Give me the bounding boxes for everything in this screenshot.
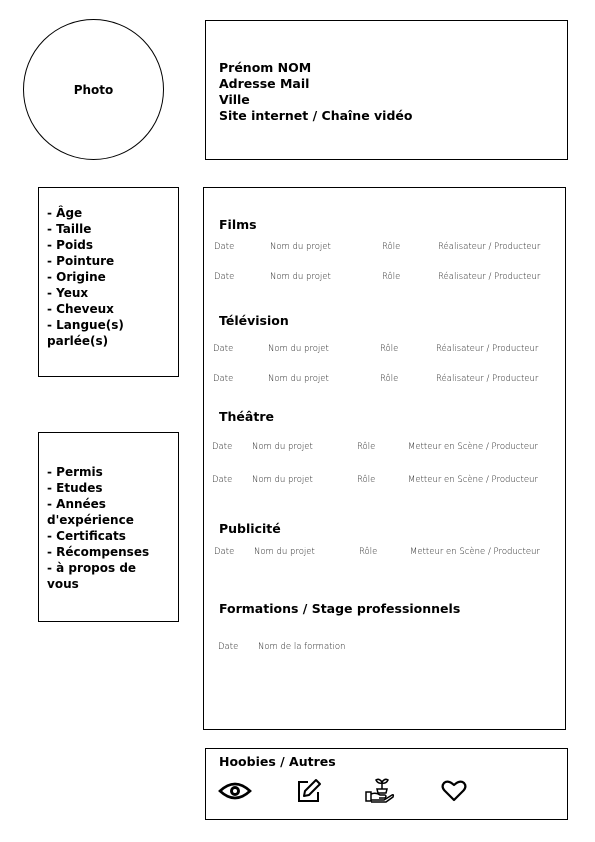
theatre-row-project: Nom du projet xyxy=(252,475,313,485)
attributes-box xyxy=(38,187,179,377)
extras-item: - Récompenses xyxy=(47,545,150,559)
tv-row-director: Réalisateur / Producteur xyxy=(436,374,539,384)
pub-row-date: Date xyxy=(214,547,235,557)
formation-row-date: Date xyxy=(218,642,239,652)
theatre-row-date: Date xyxy=(212,442,233,452)
attribute-item: - Cheveux xyxy=(47,302,114,316)
pub-row-project: Nom du projet xyxy=(254,547,315,557)
extras-item: - Etudes xyxy=(47,481,103,495)
attributes-list xyxy=(47,205,175,349)
experience-box xyxy=(203,187,566,730)
contact-email: Adresse Mail xyxy=(219,76,310,91)
contact-website: Site internet / Chaîne vidéo xyxy=(219,108,413,123)
pencil-edit-icon xyxy=(296,778,322,804)
films-row-project: Nom du projet xyxy=(270,272,331,282)
hand-plant-icon xyxy=(364,777,398,805)
attribute-item: - Âge xyxy=(47,206,83,220)
extras-item: - Permis xyxy=(47,465,103,479)
heart-icon xyxy=(441,779,467,803)
attribute-item: - Origine xyxy=(47,270,106,284)
eye-icon xyxy=(218,780,252,802)
attribute-item: - Taille xyxy=(47,222,92,236)
tv-row-date: Date xyxy=(213,374,234,384)
hobbies-title: Hoobies / Autres xyxy=(219,754,336,769)
section-title-theatre: Théâtre xyxy=(219,409,274,424)
extras-item: - Certificats xyxy=(47,529,126,543)
section-title-films: Films xyxy=(219,217,257,232)
theatre-row-director: Metteur en Scène / Producteur xyxy=(408,442,538,452)
extras-box xyxy=(38,432,179,622)
hobbies-box xyxy=(205,748,568,820)
theatre-row-role: Rôle xyxy=(357,475,376,485)
pub-row-role: Rôle xyxy=(359,547,378,557)
contact-name: Prénom NOM xyxy=(219,60,312,75)
photo-placeholder xyxy=(23,19,164,160)
photo-label: Photo xyxy=(73,82,114,97)
films-row-director: Réalisateur / Producteur xyxy=(438,272,541,282)
tv-row-project: Nom du projet xyxy=(268,344,329,354)
contact-box xyxy=(205,20,568,160)
tv-row-role: Rôle xyxy=(380,374,399,384)
tv-row-director: Réalisateur / Producteur xyxy=(436,344,539,354)
tv-row-role: Rôle xyxy=(380,344,399,354)
films-row-role: Rôle xyxy=(382,242,401,252)
attribute-item: - Yeux xyxy=(47,286,89,300)
section-title-publicite: Publicité xyxy=(219,521,281,536)
attribute-item: - Langue(s) parlée(s) xyxy=(47,318,124,348)
tv-row-date: Date xyxy=(213,344,234,354)
films-row-date: Date xyxy=(214,272,235,282)
theatre-row-director: Metteur en Scène / Producteur xyxy=(408,475,538,485)
films-row-project: Nom du projet xyxy=(270,242,331,252)
extras-list xyxy=(47,464,151,592)
films-row-date: Date xyxy=(214,242,235,252)
extras-item: - Années d'expérience xyxy=(47,497,134,527)
theatre-row-date: Date xyxy=(212,475,233,485)
films-row-director: Réalisateur / Producteur xyxy=(438,242,541,252)
theatre-row-project: Nom du projet xyxy=(252,442,313,452)
films-row-role: Rôle xyxy=(382,272,401,282)
section-title-formations: Formations / Stage professionnels xyxy=(219,601,461,616)
extras-item: - à propos de vous xyxy=(47,561,137,591)
attribute-item: - Poids xyxy=(47,238,94,252)
formation-row-name: Nom de la formation xyxy=(258,642,346,652)
attribute-item: - Pointure xyxy=(47,254,115,268)
theatre-row-role: Rôle xyxy=(357,442,376,452)
tv-row-project: Nom du projet xyxy=(268,374,329,384)
contact-lines xyxy=(219,60,412,124)
contact-city: Ville xyxy=(219,92,250,107)
pub-row-director: Metteur en Scène / Producteur xyxy=(410,547,540,557)
section-title-television: Télévision xyxy=(219,313,289,328)
